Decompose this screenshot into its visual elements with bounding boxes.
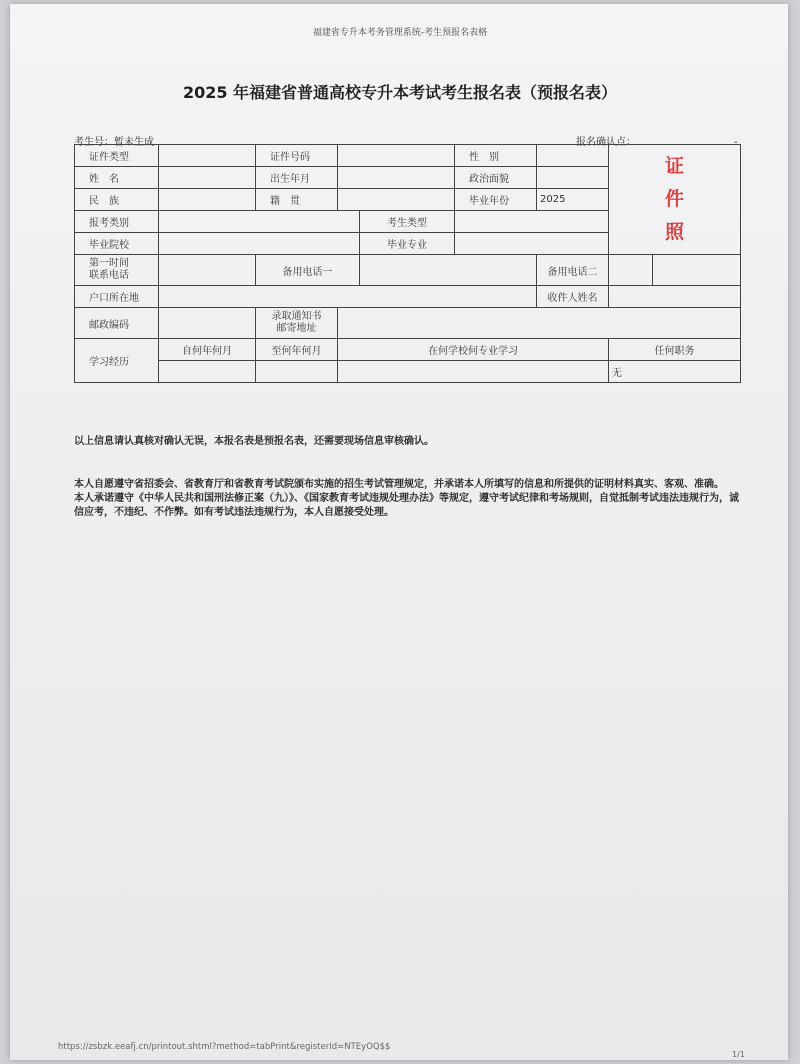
value-birth bbox=[338, 167, 455, 189]
study-to bbox=[256, 361, 338, 383]
label-major: 毕业专业 bbox=[360, 233, 455, 255]
label-first-phone: 第一时间 联系电话 bbox=[75, 255, 159, 286]
pledge-paragraph-2: 本人承诺遵守《中华人民共和国刑法修正案（九）》、《国家教育考试违规处理办法》等规定，遵守考试纪律和考场规则，自觉抵制考试违法违规行为，诚信应考，不违纪、不作弊。如有考试违法违规行为，本人自愿接受处理。 bbox=[74, 493, 739, 518]
value-exam-category bbox=[159, 211, 360, 233]
label-native-place: 籍 贯 bbox=[256, 189, 338, 211]
header-position: 任何职务 bbox=[609, 339, 741, 361]
header-to: 至何年何月 bbox=[256, 339, 338, 361]
study-from bbox=[159, 361, 256, 383]
label-gender: 性 别 bbox=[455, 145, 537, 167]
label-notice-address: 录取通知书 邮寄地址 bbox=[256, 308, 338, 339]
label-political: 政治面貌 bbox=[455, 167, 537, 189]
pledge-paragraph-1: 本人自愿遵守省招委会、省教育厅和省教育考试院颁布实施的招生考试管理规定，并承诺本人所填写的信息和所提供的证明材料真实、客观、准确。 bbox=[74, 479, 724, 490]
id-photo-box bbox=[609, 145, 741, 255]
value-native-place bbox=[338, 189, 455, 211]
label-id-number: 证件号码 bbox=[256, 145, 338, 167]
pledge-text bbox=[74, 478, 744, 520]
label-postal-code: 邮政编码 bbox=[75, 308, 159, 339]
form-title: 2025 年福建省普通高校专升本考试考生报名表（预报名表） bbox=[182, 83, 618, 102]
study-where bbox=[338, 361, 609, 383]
label-grad-year: 毕业年份 bbox=[455, 189, 537, 211]
value-first-phone bbox=[159, 255, 256, 286]
label-name: 姓 名 bbox=[75, 167, 159, 189]
label-hukou: 户口所在地 bbox=[75, 286, 159, 308]
value-ethnicity bbox=[159, 189, 256, 211]
value-postal-code bbox=[159, 308, 256, 339]
exam-number: 考生号：暂未生成 bbox=[74, 137, 154, 148]
label-candidate-type: 考生类型 bbox=[360, 211, 455, 233]
value-id-number bbox=[338, 145, 455, 167]
label-ethnicity: 民 族 bbox=[75, 189, 159, 211]
value-major bbox=[455, 233, 609, 255]
page-number: 1/1 bbox=[732, 1050, 745, 1059]
label-exam-category: 报考类别 bbox=[75, 211, 159, 233]
label-recipient: 收件人姓名 bbox=[537, 286, 609, 308]
label-birth: 出生年月 bbox=[256, 167, 338, 189]
value-gender bbox=[537, 145, 609, 167]
confirm-point-dash: - bbox=[734, 137, 738, 148]
value-political bbox=[537, 167, 609, 189]
value-notice-address bbox=[338, 308, 741, 339]
header-from: 自何年何月 bbox=[159, 339, 256, 361]
value-candidate-type bbox=[455, 211, 609, 233]
label-school: 毕业院校 bbox=[75, 233, 159, 255]
header-where: 在何学校何专业学习 bbox=[338, 339, 609, 361]
value-name bbox=[159, 167, 256, 189]
verification-notice: 以上信息请认真核对确认无误，本报名表是预报名表，还需要现场信息审核确认。 bbox=[74, 436, 434, 447]
print-footer-url: https://zsbzk.eeafj.cn/printout.shtml?method=tabPrint&registerId=NTEyOQ$$ bbox=[58, 1042, 391, 1052]
value-backup-phone2 bbox=[609, 255, 653, 286]
value-grad-year: 2025 bbox=[537, 189, 609, 211]
value-id-type bbox=[159, 145, 256, 167]
label-backup-phone1: 备用电话一 bbox=[256, 255, 360, 286]
label-id-type: 证件类型 bbox=[75, 145, 159, 167]
print-header-title: 福建省专升本考务管理系统-考生预报名表格 bbox=[312, 28, 488, 38]
value-backup-phone1 bbox=[360, 255, 537, 286]
label-backup-phone2: 备用电话二 bbox=[537, 255, 609, 286]
registration-form-table bbox=[74, 144, 741, 383]
value-school bbox=[159, 233, 360, 255]
value-hukou bbox=[159, 286, 537, 308]
study-position: 无 bbox=[609, 361, 741, 383]
photo-placeholder: 证 件 照 bbox=[665, 155, 685, 243]
cell-empty bbox=[653, 255, 741, 286]
confirm-point: 报名确认点： bbox=[576, 137, 636, 148]
value-recipient bbox=[609, 286, 741, 308]
label-study: 学习经历 bbox=[75, 339, 159, 383]
